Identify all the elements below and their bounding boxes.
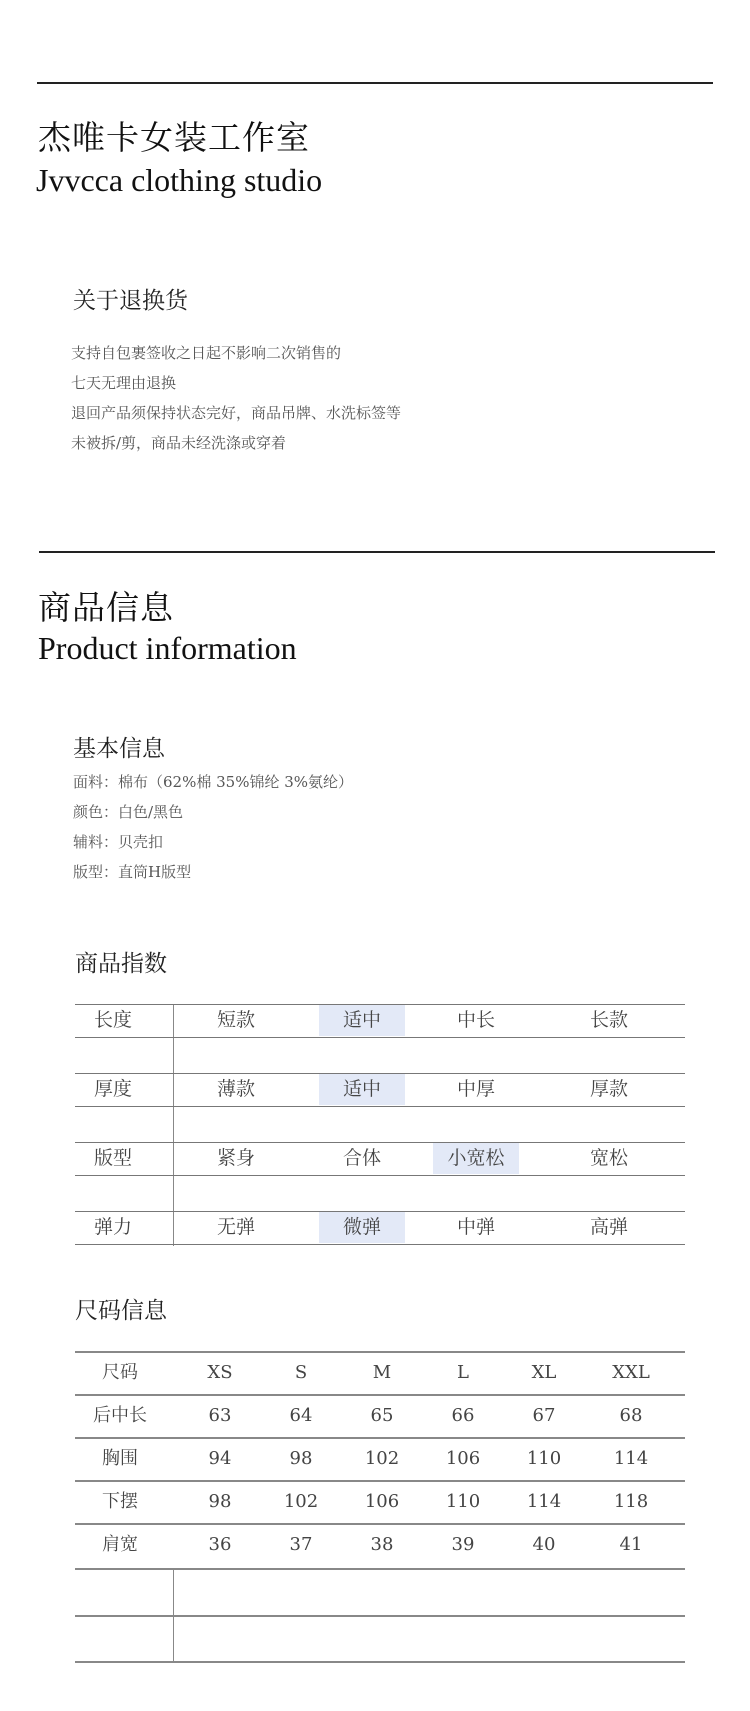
size-cell: 65 xyxy=(370,1405,394,1426)
size-cell: 63 xyxy=(208,1405,232,1426)
returns-title: 关于退换货 xyxy=(73,288,188,314)
size-row-label: 后中长 xyxy=(93,1405,147,1426)
size-header-cell: M xyxy=(372,1362,392,1383)
size-cell: 39 xyxy=(451,1534,475,1555)
size-title: 尺码信息 xyxy=(75,1298,167,1324)
size-cell: 37 xyxy=(289,1534,313,1555)
size-cell: 118 xyxy=(613,1491,649,1512)
product-title-cn: 商品信息 xyxy=(38,588,174,627)
basic-info-title: 基本信息 xyxy=(73,736,165,762)
size-header-cell: S xyxy=(294,1362,308,1383)
size-header-cell: XXL xyxy=(612,1362,650,1383)
returns-text xyxy=(71,338,401,458)
index-option: 宽松 xyxy=(589,1147,628,1169)
basic-info-line: 颜色：白色/黑色 xyxy=(73,803,184,821)
size-cell: 106 xyxy=(364,1491,400,1512)
index-option: 中厚 xyxy=(456,1078,495,1100)
top-divider xyxy=(37,82,713,84)
index-option: 中长 xyxy=(456,1009,495,1031)
index-option: 厚款 xyxy=(589,1078,628,1100)
index-option: 中弹 xyxy=(456,1216,495,1238)
size-header-cell: XL xyxy=(531,1362,557,1383)
size-cell: 102 xyxy=(364,1448,400,1469)
size-cell: 110 xyxy=(445,1491,481,1512)
index-row xyxy=(75,1142,685,1176)
returns-line: 支持自包裹签收之日起不影响二次销售的 xyxy=(71,344,342,362)
size-table-line xyxy=(75,1615,685,1617)
size-cell: 98 xyxy=(208,1491,232,1512)
size-table xyxy=(75,1351,685,1663)
index-option: 短款 xyxy=(216,1009,255,1031)
size-cell: 114 xyxy=(613,1448,649,1469)
index-row xyxy=(75,1073,685,1107)
size-row-label: 肩宽 xyxy=(102,1534,138,1555)
size-header-cell: L xyxy=(457,1362,469,1383)
index-option: 高弹 xyxy=(589,1216,628,1238)
index-row xyxy=(75,1211,685,1245)
index-row-label: 弹力 xyxy=(93,1216,132,1238)
returns-line: 七天无理由退换 xyxy=(71,374,177,392)
index-option-selected: 适中 xyxy=(319,1074,405,1105)
size-row-label: 下摆 xyxy=(102,1491,138,1512)
index-option: 无弹 xyxy=(216,1216,255,1238)
basic-info-line: 面料：棉布（62%棉 35%锦纶 3%氨纶） xyxy=(73,773,354,791)
returns-line: 退回产品须保持状态完好，商品吊牌、水洗标签等 xyxy=(71,404,402,422)
size-cell: 94 xyxy=(208,1448,232,1469)
size-header-cell: XS xyxy=(207,1362,233,1383)
index-row-label: 厚度 xyxy=(93,1078,132,1100)
size-header-cell: 尺码 xyxy=(102,1362,138,1383)
index-row-label: 版型 xyxy=(93,1147,132,1169)
product-title-en: Product information xyxy=(38,630,297,666)
size-cell: 102 xyxy=(283,1491,319,1512)
studio-title-en: Jvvcca clothing studio xyxy=(36,162,323,198)
size-cell: 106 xyxy=(445,1448,481,1469)
basic-info-line: 辅料：贝壳扣 xyxy=(73,833,164,851)
index-option-selected: 适中 xyxy=(319,1005,405,1036)
basic-info-text xyxy=(73,767,353,887)
index-option-selected: 微弹 xyxy=(319,1212,405,1243)
index-option: 紧身 xyxy=(216,1147,255,1169)
size-cell: 64 xyxy=(289,1405,313,1426)
size-row-label: 胸围 xyxy=(102,1448,138,1469)
size-cell: 68 xyxy=(619,1405,643,1426)
size-cell: 66 xyxy=(451,1405,475,1426)
size-cell: 114 xyxy=(526,1491,562,1512)
product-divider xyxy=(39,551,715,553)
size-cell: 40 xyxy=(532,1534,556,1555)
size-table-line xyxy=(75,1661,685,1663)
size-cell: 38 xyxy=(370,1534,394,1555)
index-table xyxy=(75,1004,685,1246)
index-label-divider xyxy=(173,1004,174,1246)
size-label-divider xyxy=(173,1568,174,1662)
index-option: 长款 xyxy=(589,1009,628,1031)
size-cell: 41 xyxy=(619,1534,643,1555)
size-cell: 98 xyxy=(289,1448,313,1469)
returns-line: 未被拆/剪，商品未经洗涤或穿着 xyxy=(71,434,287,452)
index-option-selected: 小宽松 xyxy=(433,1143,519,1174)
index-option: 合体 xyxy=(342,1147,381,1169)
index-option: 薄款 xyxy=(216,1078,255,1100)
studio-title-cn: 杰唯卡女装工作室 xyxy=(38,118,310,157)
size-cell: 36 xyxy=(208,1534,232,1555)
index-row xyxy=(75,1004,685,1038)
basic-info-line: 版型：直筒H版型 xyxy=(73,863,192,881)
size-cell: 67 xyxy=(532,1405,556,1426)
size-table-line xyxy=(75,1568,685,1570)
index-row-label: 长度 xyxy=(93,1009,132,1031)
size-cell: 110 xyxy=(526,1448,562,1469)
index-title: 商品指数 xyxy=(75,951,167,977)
